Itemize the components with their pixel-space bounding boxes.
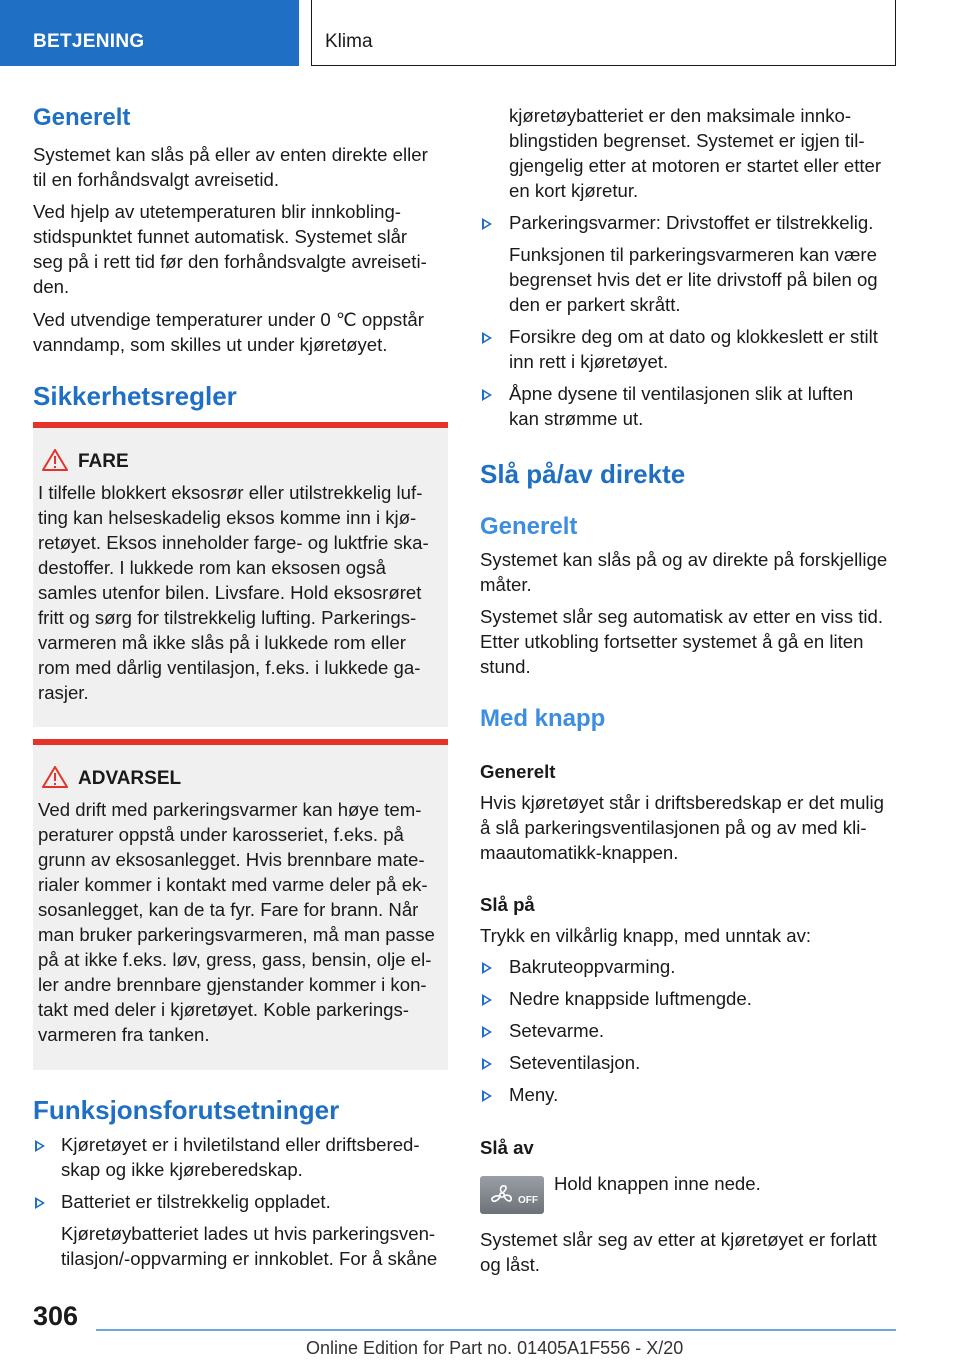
bullet-triangle-icon [482,1026,492,1038]
text-line: grunn av eksosanlegget. Hvis brennbare mate- [38,849,425,870]
text-line: vanndamp, som skilles ut under kjøretøyet. [33,334,388,355]
text-line: varmeren må ikke slås på i lukkede rom eller [38,632,406,653]
heading-sla-pa-av: Slå på/av direkte [480,459,686,489]
text-line: gjengelig etter at motoren er startet eller etter [509,155,882,176]
text-line: blingstiden begrenset. Systemet er igjen til- [509,130,865,151]
bullet-triangle-icon [35,1197,45,1209]
list-item: Meny. [509,1084,559,1105]
list-item: Parkeringsvarmer: Drivstoffet er tilstrekkelig. [509,212,874,233]
list-item: Seteventilasjon. [509,1052,641,1073]
text-line: Hvis kjøretøyet står i driftsberedskap er det mulig [480,792,885,813]
text-line: Etter utkobling fortsetter systemet å gå en liten [480,631,864,652]
text-line: og låst. [480,1254,540,1275]
text-line: til en forhåndsvalgt avreisetid. [33,169,279,190]
list-item: Kjøretøyet er i hviletilstand eller driftsbered- [61,1134,420,1155]
text-line: begrenset hvis det er lite drivstoff på bilen og [509,269,878,290]
fan-off-button [480,1176,544,1214]
text-line: Funksjonen til parkeringsvarmeren kan være [509,244,877,265]
text-line: måter. [480,574,532,595]
text-line: fritt og sørg for tilstrekkelig lufting. Parkerings- [38,607,417,628]
text-line: Systemet kan slås på eller av enten direkte eller [33,144,428,165]
text-line: stidspunktet funnet automatisk. Systemet slår [33,226,408,247]
text-line: takt med deler i kjøretøyet. Koble parkerings- [38,999,409,1020]
danger-bar [33,422,448,428]
list-item: Batteriet er tilstrekkelig oppladet. [61,1191,331,1212]
heading-funksjonsforutsetninger: Funksjonsforutsetninger [33,1095,340,1125]
text-line: på at ikke f.eks. løv, gress, gass, bensin, olje el- [38,949,432,970]
bullet-triangle-icon [482,389,492,401]
text-line: Ved drift med parkeringsvarmer kan høye tem- [38,799,422,820]
text-line: rom med dårlig ventilasjon, f.eks. i lukkede ga- [38,657,421,678]
text-line: Kjøretøybatteriet lades ut hvis parkeringsven- [61,1223,436,1244]
text-line: retøyet. Eksos inneholder farge- og luktfrie ska- [38,532,429,553]
list-item: Setevarme. [509,1020,605,1041]
text-line: Ved utvendige temperaturer under 0 ℃ oppstår [33,309,424,330]
warning-bar [33,739,448,745]
text-line: å slå parkeringsventilasjonen på og av med kli- [480,817,867,838]
text-line: I tilfelle blokkert eksosrør eller utilstrekkelig luf- [38,482,423,503]
button-label: OFF [518,1195,538,1206]
warning-triangle-icon [42,766,68,788]
text-line: ler andre brennbare gjenstander kommer i kon- [38,974,427,995]
text-line: seg på i rett tid før den forhåndsvalgte avreiseti- [33,251,427,272]
bullet-triangle-icon [35,1140,45,1152]
footer-edition: Online Edition for Part no. 01405A1F556 - X/20 [306,1338,684,1358]
chapter-tab [311,0,896,66]
danger-title: FARE [78,451,129,472]
list-item: kan strømme ut. [509,408,644,429]
danger-box [33,422,448,727]
bullet-triangle-icon [482,1058,492,1070]
text-line: peraturer oppstå under karosseriet, f.eks. på [38,824,404,845]
section-title: BETJENING [33,31,145,52]
bullet-triangle-icon [482,962,492,974]
fan-off-icon [480,1176,544,1214]
heading-generelt: Generelt [33,104,131,131]
subheading-sla-pa: Slå på [480,894,535,915]
text-line: Hold knappen inne nede. [554,1173,761,1194]
section-tab [0,0,299,66]
text-line: den. [33,276,70,297]
subheading-sla-av: Slå av [480,1137,534,1158]
warning-title: ADVARSEL [78,768,182,789]
list-item: skap og ikke kjøreberedskap. [61,1159,303,1180]
text-line: en kort kjøretur. [509,180,639,201]
text-line: Systemet kan slås på og av direkte på forskjellige [480,549,888,570]
text-line: sosanlegget, kan de ta fyr. Fare for brann. Når [38,899,419,920]
text-line: rasjer. [38,682,89,703]
text-line: man bruker parkeringsvarmeren, må man passe [38,924,435,945]
bullet-triangle-icon [482,994,492,1006]
bullet-triangle-icon [482,218,492,230]
list-item: Nedre knappside luftmengde. [509,988,752,1009]
footer-divider [96,1329,896,1331]
subheading-generelt: Generelt [480,761,556,782]
list-item: inn rett i kjøretøyet. [509,351,669,372]
text-line: maautomatikk-knappen. [480,842,679,863]
text-line: Trykk en vilkårlig knapp, med unntak av: [480,925,812,946]
text-line: varmeren fra tanken. [38,1024,210,1045]
text-line: Systemet slår seg automatisk av etter en viss tid. [480,606,884,627]
warning-triangle-icon [42,449,68,471]
text-line: destoffer. I lukkede rom kan eksosen også [38,557,386,578]
text-line: kjøretøybatteriet er den maksimale innko- [509,105,852,126]
list-item: Forsikre deg om at dato og klokkeslett er stilt [509,326,878,347]
text-line: Ved hjelp av utetemperaturen blir innkobling- [33,201,401,222]
text-line: den er parkert skrått. [509,294,681,315]
text-line: stund. [480,656,531,677]
text-line: samles utenfor bilen. Livsfare. Hold eksosrøret [38,582,422,603]
heading-sikkerhetsregler: Sikkerhetsregler [33,381,237,411]
list-item: Åpne dysene til ventilasjonen slik at luften [509,383,854,404]
list-item: Bakruteoppvarming. [509,956,676,977]
warning-box [33,739,448,1070]
text-line: rialer kommer i kontakt med varme deler på ek- [38,874,428,895]
heading-generelt-2: Generelt [480,513,578,540]
bullet-triangle-icon [482,1090,492,1102]
text-line: tilasjon/-oppvarming er innkoblet. For å skåne [61,1248,438,1269]
bullet-triangle-icon [482,332,492,344]
text-line: ting kan helseskadelig eksos komme inn i kjø- [38,507,417,528]
heading-med-knapp: Med knapp [480,705,606,732]
page-number: 306 [33,1301,79,1331]
text-line: Systemet slår seg av etter at kjøretøyet er forlatt [480,1229,877,1250]
chapter-title: Klima [325,31,373,52]
